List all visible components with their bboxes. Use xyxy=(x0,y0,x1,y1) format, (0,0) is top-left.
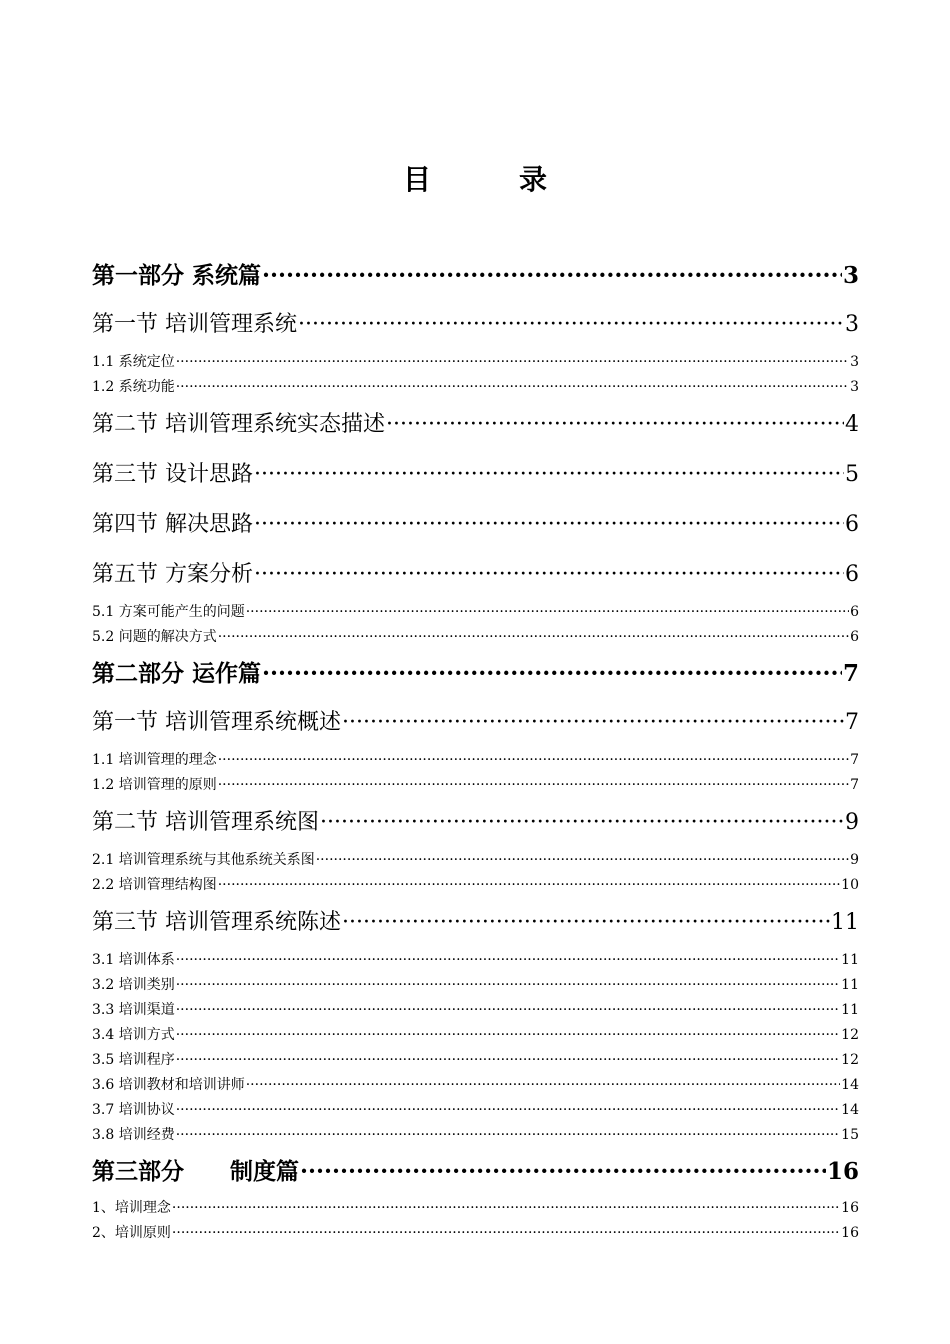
toc-entry-title: 第二节 培训管理系统图 xyxy=(92,810,319,835)
toc-entry-title: 1.1 系统定位 xyxy=(92,354,175,370)
dot-leader xyxy=(176,1048,840,1073)
toc-entry-sub[interactable] xyxy=(92,375,859,400)
dot-leader xyxy=(262,252,842,300)
toc-entry-sub[interactable] xyxy=(92,600,859,625)
toc-entry-page-number: 14 xyxy=(841,1102,859,1118)
toc-entry-page-number: 11 xyxy=(841,977,859,993)
toc-entry-section[interactable] xyxy=(92,300,859,350)
toc-entry-section[interactable] xyxy=(92,898,859,948)
toc-entry-title: 2.2 培训管理结构图 xyxy=(92,877,217,893)
toc-entry-sub[interactable] xyxy=(92,1098,859,1123)
toc-entry-sub[interactable] xyxy=(92,973,859,998)
dot-leader xyxy=(254,550,844,600)
toc-entry-sub[interactable] xyxy=(92,873,859,898)
toc-entry-title: 第二节 培训管理系统实态描述 xyxy=(92,412,385,437)
toc-entry-sub[interactable] xyxy=(92,1123,859,1148)
toc-entry-page-number: 10 xyxy=(841,877,859,893)
toc-entry-sub[interactable] xyxy=(92,773,859,798)
toc-entry-title: 2.1 培训管理系统与其他系统关系图 xyxy=(92,852,315,868)
toc-entry-page-number: 7 xyxy=(850,752,859,768)
toc-entry-page-number: 3 xyxy=(842,262,859,289)
dot-leader xyxy=(176,948,840,973)
toc-entry-title: 5.1 方案可能产生的问题 xyxy=(92,604,245,620)
toc-entry-page-number: 11 xyxy=(841,952,859,968)
dot-leader xyxy=(386,400,844,450)
toc-entry-sub[interactable] xyxy=(92,1073,859,1098)
toc-entry-section[interactable] xyxy=(92,550,859,600)
dot-leader xyxy=(176,1098,840,1123)
toc-entry-page-number: 6 xyxy=(845,562,859,587)
toc-entry-page-number: 16 xyxy=(841,1200,859,1216)
toc-entry-page-number: 16 xyxy=(826,1158,859,1185)
toc-entry-sub[interactable] xyxy=(92,350,859,375)
toc-entry-page-number: 12 xyxy=(841,1027,859,1043)
toc-entry-section[interactable] xyxy=(92,500,859,550)
toc-entry-title: 3.1 培训体系 xyxy=(92,952,175,968)
dot-leader xyxy=(176,350,849,375)
toc-entry-page-number: 4 xyxy=(845,412,859,437)
toc-entry-title: 第四节 解决思路 xyxy=(92,512,253,537)
toc-entry-title: 3.8 培训经费 xyxy=(92,1127,175,1143)
toc-entry-page-number: 6 xyxy=(845,512,859,537)
toc-entry-sub[interactable] xyxy=(92,1023,859,1048)
toc-entry-part[interactable] xyxy=(92,650,859,698)
toc-entry-page-number: 7 xyxy=(845,710,859,735)
dot-leader xyxy=(172,1196,840,1221)
dot-leader xyxy=(176,1023,840,1048)
toc-entry-part[interactable] xyxy=(92,1148,859,1196)
dot-leader xyxy=(176,973,840,998)
dot-leader xyxy=(246,600,849,625)
toc-entry-section[interactable] xyxy=(92,698,859,748)
dot-leader xyxy=(342,698,844,748)
toc-entry-title: 第二部分 运作篇 xyxy=(92,660,262,687)
toc-entry-title: 1、培训理念 xyxy=(92,1200,171,1216)
toc-entry-section[interactable] xyxy=(92,798,859,848)
dot-leader xyxy=(316,848,849,873)
toc-entry-page-number: 12 xyxy=(841,1052,859,1068)
toc-entry-page-number: 5 xyxy=(845,462,859,487)
dot-leader xyxy=(218,625,849,650)
toc-entry-page-number: 6 xyxy=(850,629,859,645)
toc-entry-title: 3.3 培训渠道 xyxy=(92,1002,175,1018)
dot-leader xyxy=(172,1221,840,1246)
toc-entry-title: 5.2 问题的解决方式 xyxy=(92,629,217,645)
toc-entry-section[interactable] xyxy=(92,400,859,450)
dot-leader xyxy=(262,650,842,698)
toc-entry-sub[interactable] xyxy=(92,1048,859,1073)
toc-entry-page-number: 15 xyxy=(841,1127,859,1143)
toc-entry-title: 1.2 系统功能 xyxy=(92,379,175,395)
page-title: 目 录 xyxy=(402,163,577,196)
toc-entry-title: 3.6 培训教材和培训讲师 xyxy=(92,1077,245,1093)
dot-leader xyxy=(218,748,849,773)
toc-entry-sub[interactable] xyxy=(92,1196,859,1221)
dot-leader xyxy=(218,873,840,898)
toc-entry-page-number: 6 xyxy=(850,604,859,620)
dot-leader xyxy=(176,1123,840,1148)
toc-entry-title: 2、培训原则 xyxy=(92,1225,171,1241)
toc-entry-title: 3.4 培训方式 xyxy=(92,1027,175,1043)
toc-entry-title: 1.2 培训管理的原则 xyxy=(92,777,217,793)
dot-leader xyxy=(176,375,849,400)
dot-leader xyxy=(176,998,840,1023)
dot-leader xyxy=(300,1148,826,1196)
toc-entry-page-number: 9 xyxy=(850,852,859,868)
toc-entry-title: 第三节 培训管理系统陈述 xyxy=(92,910,341,935)
toc-entry-page-number: 11 xyxy=(831,910,859,935)
toc-entry-page-number: 11 xyxy=(841,1002,859,1018)
dot-leader xyxy=(320,798,844,848)
toc-entry-title: 第一节 培训管理系统 xyxy=(92,312,297,337)
table-of-contents xyxy=(92,252,859,1246)
toc-entry-page-number: 9 xyxy=(845,810,859,835)
toc-entry-title: 第一节 培训管理系统概述 xyxy=(92,710,341,735)
toc-entry-title: 3.2 培训类别 xyxy=(92,977,175,993)
dot-leader xyxy=(254,500,844,550)
toc-entry-title: 第三部分 制度篇 xyxy=(92,1158,299,1185)
toc-entry-sub[interactable] xyxy=(92,848,859,873)
toc-entry-title: 第五节 方案分析 xyxy=(92,562,253,587)
toc-entry-title: 3.7 培训协议 xyxy=(92,1102,175,1118)
toc-entry-part[interactable] xyxy=(92,252,859,300)
toc-entry-title: 3.5 培训程序 xyxy=(92,1052,175,1068)
toc-entry-sub[interactable] xyxy=(92,998,859,1023)
toc-entry-sub[interactable] xyxy=(92,625,859,650)
toc-entry-page-number: 3 xyxy=(850,354,859,370)
toc-entry-page-number: 7 xyxy=(842,660,859,687)
toc-entry-section[interactable] xyxy=(92,450,859,500)
toc-entry-page-number: 3 xyxy=(850,379,859,395)
toc-entry-title: 第一部分 系统篇 xyxy=(92,262,262,289)
toc-entry-sub[interactable] xyxy=(92,948,859,973)
toc-entry-title: 第三节 设计思路 xyxy=(92,462,253,487)
toc-entry-page-number: 7 xyxy=(850,777,859,793)
dot-leader xyxy=(342,898,830,948)
dot-leader xyxy=(298,300,844,350)
dot-leader xyxy=(246,1073,840,1098)
toc-entry-sub[interactable] xyxy=(92,748,859,773)
toc-entry-page-number: 14 xyxy=(841,1077,859,1093)
toc-entry-page-number: 16 xyxy=(841,1225,859,1241)
toc-entry-page-number: 3 xyxy=(845,312,859,337)
toc-entry-title: 1.1 培训管理的理念 xyxy=(92,752,217,768)
dot-leader xyxy=(218,773,849,798)
dot-leader xyxy=(254,450,844,500)
toc-entry-sub[interactable] xyxy=(92,1221,859,1246)
